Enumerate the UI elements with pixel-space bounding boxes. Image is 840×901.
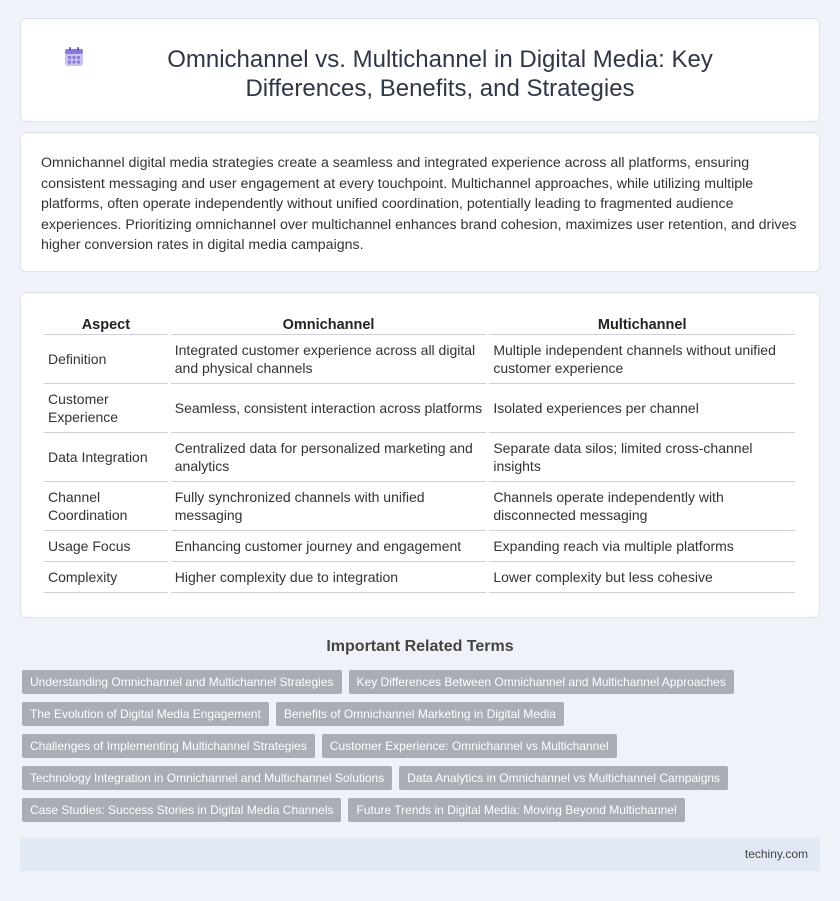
related-term-tag[interactable]: The Evolution of Digital Media Engagement bbox=[22, 702, 269, 726]
aspect-cell: Data Integration bbox=[44, 433, 168, 482]
intro-card bbox=[20, 132, 820, 272]
footer-bar bbox=[20, 838, 820, 871]
omnichannel-cell: Fully synchronized channels with unified messaging bbox=[171, 482, 487, 531]
header-aspect: Aspect bbox=[44, 315, 168, 335]
table-row bbox=[44, 562, 795, 593]
table-row bbox=[44, 482, 795, 531]
table-row bbox=[44, 335, 795, 384]
multichannel-cell: Channels operate independently with disconnected messaging bbox=[489, 482, 795, 531]
table-row bbox=[44, 531, 795, 562]
related-term-tag[interactable]: Customer Experience: Omnichannel vs Multichannel bbox=[322, 734, 617, 758]
related-term-tag[interactable]: Key Differences Between Omnichannel and Multichannel Approaches bbox=[349, 670, 734, 694]
omnichannel-cell: Enhancing customer journey and engagement bbox=[171, 531, 487, 562]
footer-site-link[interactable]: techiny.com bbox=[744, 847, 808, 861]
aspect-cell: Complexity bbox=[44, 562, 168, 593]
table-row bbox=[44, 433, 795, 482]
title-card bbox=[20, 18, 820, 122]
related-term-tag[interactable]: Data Analytics in Omnichannel vs Multichannel Campaigns bbox=[399, 766, 728, 790]
related-term-tag[interactable]: Case Studies: Success Stories in Digital Media Channels bbox=[22, 798, 341, 822]
related-terms-title: Important Related Terms bbox=[326, 638, 514, 655]
table-header-row bbox=[44, 315, 795, 335]
omnichannel-cell: Higher complexity due to integration bbox=[171, 562, 487, 593]
related-term-tag[interactable]: Challenges of Implementing Multichannel Strategies bbox=[22, 734, 315, 758]
table-row bbox=[44, 384, 795, 433]
multichannel-cell: Multiple independent channels without unified customer experience bbox=[489, 335, 795, 384]
related-term-tag[interactable]: Future Trends in Digital Media: Moving Beyond Multichannel bbox=[348, 798, 684, 822]
omnichannel-cell: Seamless, consistent interaction across platforms bbox=[171, 384, 487, 433]
omnichannel-cell: Integrated customer experience across all digital and physical channels bbox=[171, 335, 487, 384]
aspect-cell: Definition bbox=[44, 335, 168, 384]
comparison-table bbox=[41, 315, 798, 593]
related-term-tag[interactable]: Understanding Omnichannel and Multichannel Strategies bbox=[22, 670, 342, 694]
header-omnichannel: Omnichannel bbox=[171, 315, 487, 335]
aspect-cell: Channel Coordination bbox=[44, 482, 168, 531]
aspect-cell: Usage Focus bbox=[44, 531, 168, 562]
multichannel-cell: Separate data silos; limited cross-channel insights bbox=[489, 433, 795, 482]
related-terms-list bbox=[22, 670, 812, 822]
header-multichannel: Multichannel bbox=[489, 315, 795, 335]
related-term-tag[interactable]: Benefits of Omnichannel Marketing in Digital Media bbox=[276, 702, 564, 726]
related-term-tag[interactable]: Technology Integration in Omnichannel and Multichannel Solutions bbox=[22, 766, 392, 790]
aspect-cell: Customer Experience bbox=[44, 384, 168, 433]
intro-paragraph: Omnichannel digital media strategies create a seamless and integrated experience across all platforms, ensuring consistent messaging and user engagement at every touchpoint. Multichannel approaches, while utilizing multiple platforms, often operate independently without unified coordination, potentially leading to fragmented audience experiences. Prioritizing omnichannel over multichannel enhances brand cohesion, maximizes user retention, and drives higher conversion rates in digital media campaigns. bbox=[41, 155, 797, 253]
omnichannel-cell: Centralized data for personalized marketing and analytics bbox=[171, 433, 487, 482]
page-title: Omnichannel vs. Multichannel in Digital Media: Key Differences, Benefits, and Strategies bbox=[167, 46, 713, 102]
comparison-card bbox=[20, 292, 820, 618]
multichannel-cell: Isolated experiences per channel bbox=[489, 384, 795, 433]
multichannel-cell: Lower complexity but less cohesive bbox=[489, 562, 795, 593]
multichannel-cell: Expanding reach via multiple platforms bbox=[489, 531, 795, 562]
